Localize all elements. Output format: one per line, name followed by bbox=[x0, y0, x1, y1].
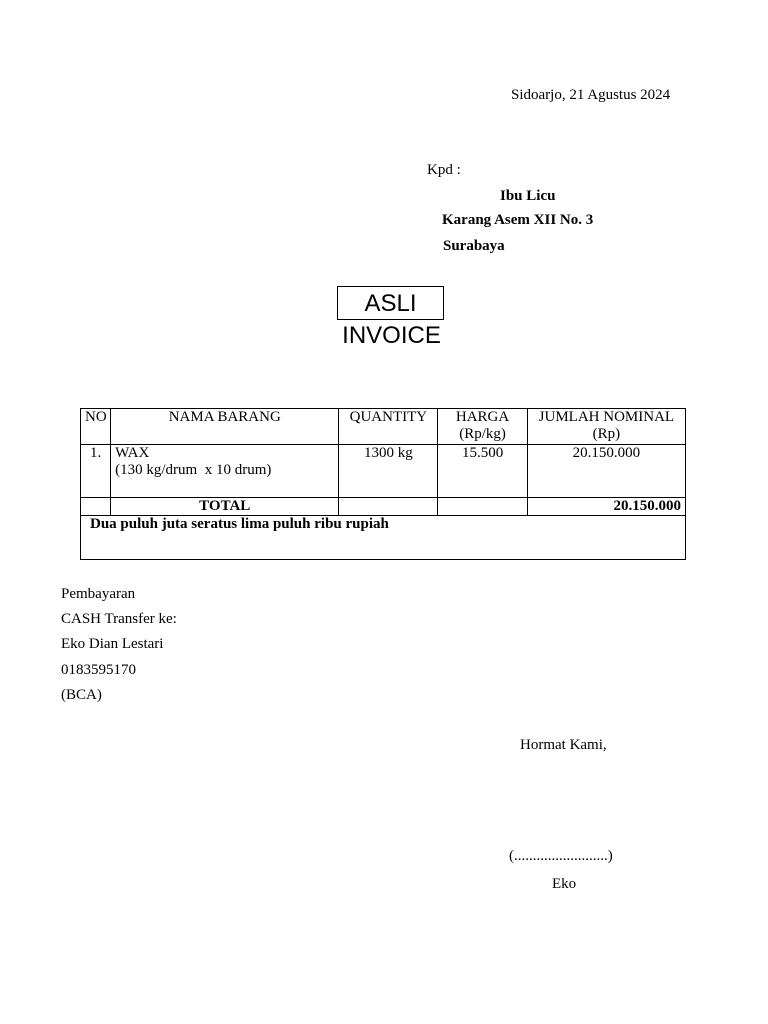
payment-bank: (BCA) bbox=[61, 687, 102, 703]
amount-words-row bbox=[81, 516, 686, 560]
recipient-address: Karang Asem XII No. 3 bbox=[442, 212, 594, 228]
recipient-city: Surabaya bbox=[443, 238, 505, 254]
closing-regards: Hormat Kami, bbox=[520, 737, 607, 753]
item-jumlah: 20.150.000 bbox=[527, 445, 685, 498]
payment-method: CASH Transfer ke: bbox=[61, 611, 177, 627]
item-harga: 15.500 bbox=[438, 445, 527, 498]
col-header-no: NO bbox=[81, 409, 111, 445]
item-qty: 1300 kg bbox=[339, 445, 438, 498]
invoice-date: Sidoarjo, 21 Agustus 2024 bbox=[511, 87, 671, 103]
payment-account-number: 0183595170 bbox=[61, 662, 136, 678]
payment-account-name: Eko Dian Lestari bbox=[61, 636, 164, 652]
col-header-name: NAMA BARANG bbox=[111, 409, 339, 445]
table-row bbox=[81, 445, 686, 498]
table-header-row bbox=[81, 409, 686, 445]
invoice-table bbox=[80, 408, 686, 560]
item-name-cell bbox=[111, 445, 339, 498]
total-value: 20.150.000 bbox=[527, 498, 685, 516]
document-title: INVOICE bbox=[342, 322, 441, 349]
total-empty-qty bbox=[339, 498, 438, 516]
total-row bbox=[81, 498, 686, 516]
payment-heading: Pembayaran bbox=[61, 586, 136, 602]
total-label: TOTAL bbox=[111, 498, 339, 516]
signature-line: (.........................) bbox=[509, 848, 613, 864]
item-detail: (130 kg/drum x 10 drum) bbox=[115, 462, 272, 478]
col-header-harga: HARGA (Rp/kg) bbox=[438, 409, 527, 445]
item-no: 1. bbox=[81, 445, 111, 498]
recipient-name: Ibu Licu bbox=[500, 188, 556, 204]
original-stamp: ASLI bbox=[337, 286, 444, 320]
col-header-qty: QUANTITY bbox=[339, 409, 438, 445]
item-name: WAX bbox=[115, 445, 150, 461]
amount-in-words: Dua puluh juta seratus lima puluh ribu rupiah bbox=[81, 516, 686, 560]
total-empty-harga bbox=[438, 498, 527, 516]
col-header-jumlah: JUMLAH NOMINAL (Rp) bbox=[527, 409, 685, 445]
to-label: Kpd : bbox=[427, 162, 461, 178]
total-empty-cell bbox=[81, 498, 111, 516]
signer-name: Eko bbox=[552, 876, 577, 892]
